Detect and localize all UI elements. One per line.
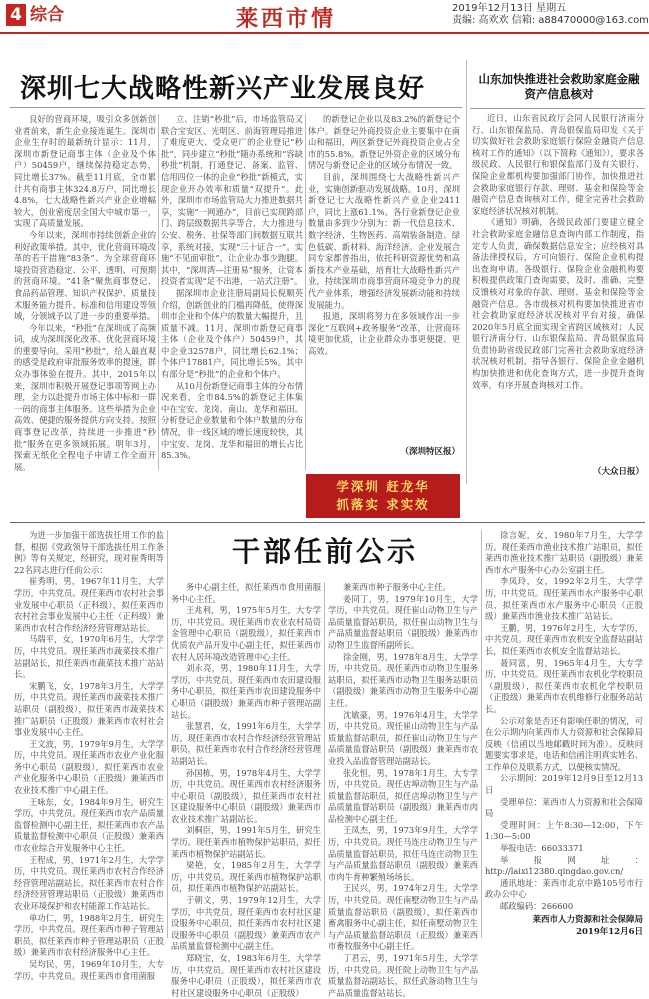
section-rule — [10, 522, 645, 523]
notice-entry: 刘永亮，男，1980年11月生，大学学历，中共党员。现任莱西市农田建设服务中心职员，拟任莱西市农田建设服务中心职员（副股级）兼莱西市种子管理站副站长。 — [171, 663, 321, 720]
notice-entry: 梁艳，女，1985年2月生，大学学历，中共党员。现任莱西市植物保护站职员，拟任莱西市植物保护站副站长。 — [171, 860, 321, 894]
notice-column-2 — [171, 582, 321, 998]
notice-entry: 孙国栋，男，1978年4月生，大学学历，中共党员。现任莱西市农村经济服务中心职员（副股级），拟任莱西市农村社区建设服务中心职员（副股级）兼莱西市农业技术推广站副站长。 — [171, 767, 321, 824]
notice-entry: 刘桐臣，男，1991年5月生，研究生学历。现任莱西市植物保护站职员，拟任莱西市植物保护站副站长。 — [171, 825, 321, 859]
notice-period: 公示期间：2019年12月9日至12月13日 — [485, 773, 643, 796]
paragraph: 立、注销“秒批”后，市场监管局又联合宝安区、光明区、前海管理局推进了难度更大、受众更广的企业登记“秒批”，同步建立“秒批”随办系统和“容缺秒批”机制，打通登记、备案、监管、信用四位一体的企业“秒批”新模式，实现企业开办效率和质量“双提升”。此外，深圳市市场监管局大力推进数据共享，实施“一网通办”，目前已实现跨部门、跨层级数据共享等合，大力推进与公安、税务、社保等部门间数据互联共享，系统对接，实现“三十证合一”。实施“不见面审批”，让企业办事少跑腿。其中，“深圳湾—注册易”服务，让资本投资者实现“足不出港，一站式注册”。 — [161, 114, 303, 287]
notice-entry: 徐言妮，女，1980年7月生，大学学历。现任莱西市渔业技术推广站职员，拟任莱西市渔业技术推广站职员（副股级）兼莱西市水产服务中心办公室副主任。 — [485, 530, 643, 575]
sidebar-headline: 山东加快推进社会救助家庭金融资产信息核对 — [478, 72, 640, 101]
notice-entry: 单功仁，男，1988年2月生，研究生学历，中共党员。现任莱西市种子管理站职员，拟任莱西市种子管理站职员（正股级）兼莱西市农村经济服务中心主任。 — [14, 912, 164, 958]
column-divider — [305, 114, 306, 470]
notice-entry: 于朝文，男，1979年12月生，大学学历，中共党员。现任莱西市农村社区建设服务中心职员，拟任莱西市农村社区建设服务中心职员（副股级）兼莱西市农产品质量监督检测中心副主任。 — [171, 895, 321, 952]
notice-entry: 王兆利，男，1975年5月生，大专学历，中共党员。现任莱西市农业农村局资金管理中心职员（副股级），拟任莱西市优质农产品开发中心副主任，拟任莱西市农村人居环境改造管理中心主任。 — [171, 605, 321, 662]
notice-phone[interactable]: 举报电话：66033371 — [499, 843, 584, 854]
lead-source: （深圳特区报） — [400, 447, 460, 457]
notice-entry: 沈敏豪，男，1976年4月生，大学学历，中共党员。现任崔山动物卫生与产品质量监督站职员，拟任崔山动物卫生与产品质量监督站职员（副股级）兼莱西市农业投入品监督管理站副站长。 — [328, 709, 478, 766]
signature-date: 2019年12月6日 — [576, 927, 643, 937]
sidebar-body — [472, 113, 644, 465]
paragraph: 今年以来，深圳市持续创新企业的利好政策举措。其中，优化营商环境改革的若干措施“83条”、为全球营商环境投资营造稳定、公平、透明、可预期的营商环境。“41条”聚焦商事登记、食品药品管理、知识产权保护、质量技术服务能力提升、标准和信用建设等领域，分领域予以了进一步的重要举措。 — [14, 229, 156, 322]
notice-entry: 务中心副主任，拟任莱西市食用菌服务中心主任。 — [171, 582, 321, 604]
section-name: 综合 — [30, 5, 64, 25]
notice-entry: 公示对象是否还有影响任职的情况，可在公示期内向莱西市人力资源和社会保障局反映（信函以当地邮戳时间为准）。反映问题要实事求是，电话和信函注明真实姓名、工作单位及联系方式，以便核实情况。 — [485, 715, 643, 772]
sidebar-source: （大众日报） — [592, 467, 644, 477]
dateline — [452, 3, 649, 27]
notice-column-4 — [485, 530, 643, 912]
column-divider — [167, 530, 168, 938]
sidebar-divider — [466, 60, 467, 484]
slogan-line-1: 学深圳 赶龙华 — [336, 479, 430, 494]
notice-entry: 王鹏，男，1976年2月生，大专学历，中共党员。现任莱西市农机安全监督站副站长，拟任莱西市农机安全监督站站长。 — [485, 622, 643, 656]
slogan-banner — [306, 474, 460, 518]
column-divider — [158, 114, 159, 470]
notice-entry: 崔秀明，男，1967年11月生，大学学历，中共党员。现任莱西市农村社会事业发展中心职员（正科级），拟任莱西市农村社会事业发展中心主任（正科级）兼莱西市农村合作经济经营管理站站长。 — [14, 576, 164, 633]
notice-entry: 聂同富，男，1965年4月生，大专学历，中共党员。现任莱西市农机化学校职员（副股级），拟任莱西市农机化学校职员（正股级）兼莱西市农机维修行业服务站站长。 — [485, 657, 643, 714]
notice-entry: 王凤杰，男，1973年9月生，大学学历，中共党员。现任马连庄动物卫生与产品质量监督站职员，拟任马连庄动物卫生与产品质量监督站职员（副股级）兼莱西市肉牛育种繁殖场场长。 — [328, 825, 478, 882]
lead-column-1 — [14, 114, 156, 472]
notice-entry: 吴均民，男，1969年10月生，大专学历，中共党员。现任莱西市食用菌服 — [14, 958, 164, 981]
sidebar-rule — [470, 108, 645, 109]
notice-entry: 张化恒，男，1978年1月生，大专学历，中共党员。现任店埠动物卫生与产品质量监督站职员，拟任店埠动物卫生与产品质量监督站职员（副股级）兼莱西市肉品检测中心副主任。 — [328, 767, 478, 824]
headline-rule — [10, 107, 462, 108]
paragraph: 良好的营商环境，吸引众多创新创业者前来，新生企业接连诞生。深圳市企业生存时的最新统计显示：11月，深圳市新登记商事主体（企业及个体户）50459户，继续保持稳定态势，同比增长37%。截至11月底，全市累计共有商事主体324.8万户，同比增长4.8%，七大战略性新兴产业企业增幅较大，创业密度居全国大中城市第一，实现了高质量发展。 — [14, 114, 156, 229]
lead-headline: 深圳七大战略性新兴产业发展良好 — [20, 74, 426, 104]
notice-entry: 王咏东，女，1984年9月生，研究生学历，中共党员。现任莱西市农产品质量监督检测中心副主任，拟任莱西市农产品质量监督检测中心职员（正股级）兼莱西市农业综合开发服务中心主任。 — [14, 796, 164, 854]
editor-info: 责编: 高欢欢 信箱: a88470000@163.com — [452, 15, 649, 26]
notice-entry: 李凤玲，女，1992年2月生，大学学历，中共党员。现任莱西市水产服务中心职员，拟任莱西市水产服务中心职员（正股级）兼莱西市渔业技术推广站站长。 — [485, 576, 643, 622]
paragraph: 的新登记企业以及83.2%的新登记个体户。新登记外商投资企业主要集中在南山和福田，两区新登记外商投资企业占全市的55.8%。新登记外资企业的区域分布情况与新登记企业的区域分布情况一致。 — [308, 114, 460, 171]
notice-column-3 — [328, 582, 478, 998]
notice-entry: 宋鹏飞，女，1978年3月生，大学学历，中共党员。现任莱西市蔬菜技术推广站职员（副股级），拟任莱西市蔬菜技术推广站职员（正股级）兼莱西市农村社会事业发展中心主任。 — [14, 680, 164, 738]
paragraph: 据深圳市企业注册局副局长倪顺英介绍，创新创业的门槛再降低，使得深圳市企业和个体户的数量大幅提升，且质量不减。11月，深圳市新登记商事主体（企业及个体户）50459户，其中企业32578户，同比增长62.1%；个体户17881户，同比增长5%。其中有部分是“秒批”的企业和个体户。 — [161, 287, 303, 380]
notice-headline: 干部任前公示 — [232, 535, 419, 568]
column-divider — [481, 530, 482, 938]
notice-entry: 王民兴，男，1974年2月生，大学学历，中共党员。现任南墅动物卫生与产品质量监督站职员（副股级），拟任莱西市畜禽服务中心副主任，拟任南墅动物卫生与产品质量监督站职员（正股级）兼莱西市畜牧服务中心副主任。 — [328, 883, 478, 952]
notice-entry: 王文波，男，1979年9月生，大学学历，中共党员。现任莱西市农业产业化服务中心职员（副股级），拟任莱西市农业产业化服务中心职员（正股级）兼莱西市农业技术推广中心副主任。 — [14, 738, 164, 796]
notice-hours: 受理时间：上午8:30—12:00，下午1:30—5:00 — [485, 819, 643, 842]
column-divider — [324, 582, 325, 938]
lead-column-2 — [161, 114, 303, 472]
notice-entry: 郑晓宝，女，1983年6月生，大学学历，中共党员。现任莱西市农村社区建设服务中心职员（正股级），拟任莱西市农村社区建设服务中心职员（正股级） — [171, 953, 321, 998]
notice-intro: 为进一步加强干部选拔任用工作的监督，根据《党政领导干部选拔任用工作条例》等有关规定，经研究，现对崔秀明等22名同志进行任前公示： — [14, 530, 164, 575]
notice-column-1 — [14, 530, 164, 981]
notice-entry: 马瑞平，女，1970年6月生，大学学历，中共党员。现任莱西市蔬菜技术推广站副站长，拟任莱西市蔬菜技术推广站站长。 — [14, 634, 164, 680]
paragraph: 从10月份新登记商事主体的分布情况来看，全市84.5%的新登记主体集中在宝安、龙岗、南山、龙华和福田。分析登记企业数量和个体户数量的分布情况，非一线区域的增长速度较快，其中宝安、龙岗、龙华和福田的增长占比85.3%。 — [161, 380, 303, 461]
paragraph: 报道，深圳将努力在多领域作出一步深化“互联网+政务服务”改革，让营商环境更加优质，让企业群众办事更便捷、更高效。 — [308, 311, 460, 356]
notice-entry: 丁君云，男，1971年5月生，大学学历，中共党员。现任院上动物卫生与产品质量监督站副站长，拟任武备动物卫生与产品质量监督站站长。 — [328, 953, 478, 998]
notice-entry: 王程成，男，1971年2月生，大学学历，中共党员。现任莱西市农村合作经济经营管理站副站长，拟任莱西市农村合作经济经营管理站职员（正股级）兼莱西市农业环境保护和农村能源工作站站长。 — [14, 854, 164, 911]
paragraph: 目前，深圳围绕七大战略性新兴产业，实施创新驱动发展战略。10月，深圳新登记七大战略性新兴产业企业2411户，同比上涨61.1%。各行业新登记企业数量由多到少分别为：新一代信息技术、数字经济、生物医药、高端装备制造、绿色低碳、新材料、海洋经济。企业发展合同专家都普指出，依托科研资源优势和高新技术产业基础，培育壮大战略性新兴产业，持续深圳市商事营商环境竞争力的现代产业体系，增强经济发展新动能和持续发展能力。 — [308, 171, 460, 310]
lead-column-3 — [308, 114, 460, 444]
slogan-line-2: 抓落实 求实效 — [336, 497, 430, 512]
notice-postcode: 邮政编码：266600 — [499, 901, 574, 911]
notice-entry: 姜同丁，男，1979年10月生，大学学历，中共党员。现任崔山动物卫生与产品质量监督站职员，拟任崔山动物卫生与产品质量监督站职员（副股级）兼莱西市动物卫生监督所副所长。 — [328, 593, 478, 650]
notice-address: 通讯地址：莱西市北京中路105号市行政办公中心 — [485, 877, 643, 900]
paper-name: 莱西市情 — [236, 6, 337, 32]
notice-agency: 受理单位：莱西市人力资源和社会保障局 — [485, 796, 643, 819]
notice-entry: 张慧君，女，1991年6月生，大学学历。现任莱西市农村合作经济经营管理站职员，拟任莱西市农村合作经济经营管理站副站长。 — [171, 721, 321, 766]
notice-url[interactable]: 举报网址：http://laixi12380.qingdao.gov.cn/ — [485, 854, 643, 877]
notice-entry: 徐金刚，男，1978年8月生，大学学历，中共党员。现任莱西市动物卫生服务站职员，拟任莱西市动物卫生服务站职员（副股级）兼莱西市动物卫生服务中心副主任。 — [328, 651, 478, 708]
paragraph: 《通知》明确，各级民政部门要建立健全社会救助家庭金融信息查询内部工作制度，指定专人负责，确保数据信息安全；应经核对具备法律授权后，方可向银行、保险企业机构提出查询申请。各级银行、保险企业金融机构要积极提供政策门查询需要，及时、准确、完整反馈核对对象的存款、理财、基金和保险等金融资产信息。各市级核对机构要加快推进省市社会救助家庭经济状况核对平台对接，确保2020年5月底全面实现全省跨区域核对；人民银行济南分行、山东银保监局、青岛银保监局负责协助省级民政部门完善社会救助家庭经济状况核对机制，指导各银行、保险企业金融机构加快推进和优化查询方式，进一步提升查询效率，有序开展查询核对工作。 — [472, 217, 644, 390]
paragraph: 近日，山东省民政厅会同人民银行济南分行、山东银保监局、青岛银保监局印发《关于切实做好社会救助家庭银行保险金融资产信息核对工作的通知》（以下简称《通知》），要求各级民政、人民银行和银保监部门及有关银行、保险企业都机构要加强部门协作，加快推进社会救助家庭银行存款、理财、基金和保险等金融资产信息查询核对工作，健全完善社会救助家庭经济状况核对机制。 — [472, 113, 644, 216]
issue-date: 2019年12月13日 星期五 — [452, 3, 567, 14]
paragraph: 今年以来，“秒批”在深圳成了高频词，成为深圳深化改革、优化营商环境的重要导向。采用“秒批”，给人最直观的感受是政府审批服务效率的提速，群众办事体验在提升。其中，2015年以来，深圳市积极开展登记事项等网上办理，全力以赴提升市场主体中标和一群一码的商事主体服务。这些举措为企业高效、便捷的服务提供方向支持。按照商事登记改革，持续进一步推进“秒批”服务在更多领域拓展。明年3月，探索无纸化全程电子申请工作全面开展。 — [14, 322, 156, 472]
notice-entry: 兼莱西市种子服务中心主任。 — [342, 582, 451, 592]
notice-signature — [485, 914, 643, 938]
signature-org: 莱西市人力资源和社会保障局 — [532, 915, 643, 925]
section-number: 4 — [6, 4, 26, 26]
